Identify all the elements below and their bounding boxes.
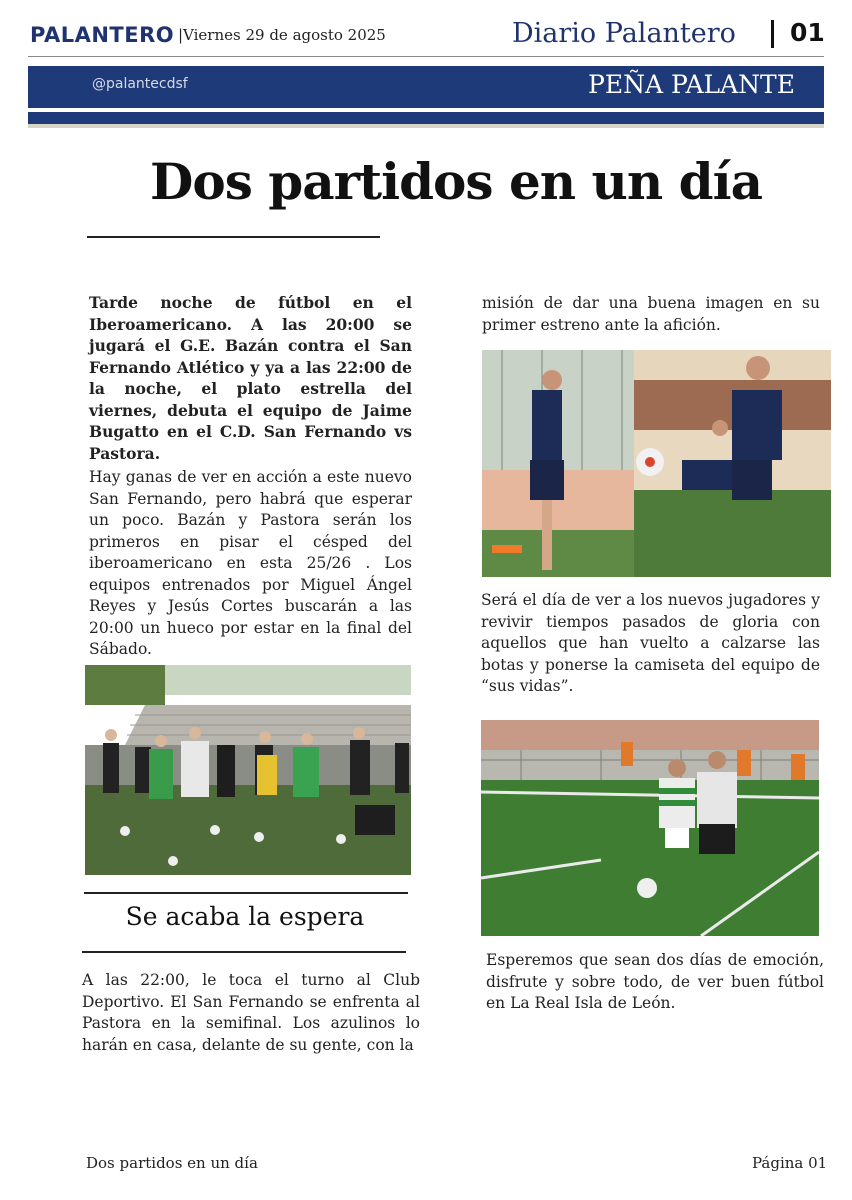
logo-text: PALANTERO [30,23,175,47]
page-number: 01 [790,18,825,47]
lead-paragraph: Tarde noche de fútbol en el Iberoamericano. A las 20:00 se jugará el G.E. Bazán contra el San Fernando Atlético y ya a las 22:00 de la noche, el plato estrella del viernes, debuta el equipo de Jaime Bugatto en el C.D. San Fernando vs Pastora. [89,293,412,463]
body-paragraph-5: Será el día de ver a los nuevos jugadores y revivir tiempos pasados de gloria con aquellos que han vuelto a calzarse las botas y ponerse la camiseta del equipo de “sus vidas”. [481,591,820,695]
body-paragraph-4: misión de dar una buena imagen en su primer estreno ante la afición. [482,294,820,334]
section-title: PEÑA PALANTE [588,70,795,99]
body-paragraph-6: Esperemos que sean dos días de emoción, disfrute y sobre todo, de ver buen fútbol en La Real Isla de León. [486,951,824,1012]
subheading: Se acaba la espera [125,902,365,931]
footer-page: Página 01 [752,1154,828,1172]
photo-team-training [85,665,411,875]
newspaper-logo [30,20,176,50]
match-action-image [481,720,819,936]
team-training-image [85,665,411,875]
header-divider [771,20,774,48]
footer-title: Dos partidos en un día [86,1154,258,1172]
subheading-rule-bottom [82,951,406,953]
article-headline: Dos partidos en un día [150,152,762,211]
header-rule [28,56,824,57]
issue-date: |Viernes 29 de agosto 2025 [178,26,386,44]
social-handle[interactable]: @palantecdsf [92,76,188,92]
photo-match-action [481,720,819,936]
headline-rule [87,236,380,238]
subheading-rule-top [84,892,408,894]
paper-name: Diario Palantero [512,18,736,49]
photo-players-training [482,350,831,577]
band-shadow [28,124,824,128]
body-paragraph-3: A las 22:00, le toca el turno al Club Deportivo. El San Fernando se enfrenta al Pastora en la semifinal. Los azulinos lo harán en casa, delante de su gente, con la [82,971,420,1054]
players-training-image [482,350,831,577]
section-band-lower [28,112,824,124]
body-paragraph-2: Hay ganas de ver en acción a este nuevo San Fernando, pero habrá que esperar un poco. Bazán y Pastora serán los primeros en pisar el césped del iberoamericano en esta 25/26 . Los equipos entrenados por Miguel Ángel Reyes y Jesús Cortes buscarán a las 20:00 un hueco por estar en la final del Sábado. [89,468,412,658]
